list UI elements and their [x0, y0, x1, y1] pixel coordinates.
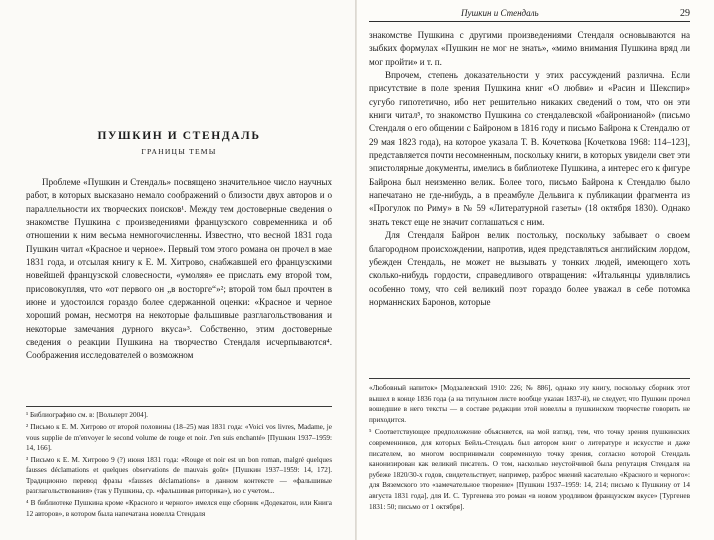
body-paragraph: знакомстве Пушкина с другими произведениями Стендаля основываются на зыбких формулах «Пушкин не мог не знать», «мимо внимания Пушкина вряд ли мог пройти» и т. п. — [369, 30, 690, 67]
footnote-continuation: «Любовный напиток» [Модзалевский 1910: 226; № 886], однако эту книгу, поскольку сборник этот вышел в конце 1836 года (а на титульном листе вообще указан 1837-й), не следует, что Пушкин прочел вошедшие в него тексты — в составе редакции этой новеллы в пушкинском творчестве говорить не приходится. — [369, 384, 690, 424]
running-header — [369, 0, 690, 22]
left-page — [0, 0, 356, 540]
footnote-1: ¹ Библиографию см. в: [Вольперт 2004]. — [26, 411, 148, 419]
right-footnotes — [369, 378, 690, 514]
footnote-5: ⁵ Соответствующее предположение объясняется, на мой взгляд, тем, что точку зрения пушкинских современников, для которых Бейль-Стендаль был автором книг о литературе и искусстве и даже писателем, во многом воспринимали современную точку зрения, согласно которой Стендаль канонизирован как великий писатель. О том, насколько неустойчивой была репутация Стендаля на рубеже 1820/30-х годов, свидетельствует, например, разброс мнений касательно «Красного и черного»: для Вяземского это «замечательное творение» [Пушкин 1937–1959: 14, 214; письмо к Пушкину от 14 августа 1831 года], для И. С. Тургенева это роман «в новом уродливом французском вкусе» [Тургенев 1831: 50; письмо от 1 октября]. — [369, 428, 690, 511]
chapter-subtitle: ГРАНИЦЫ ТЕМЫ — [141, 147, 217, 156]
footnote-2: ² Письмо к Е. М. Хитрово от второй половины (18–25) мая 1831 года: «Voici vos livres, Madame, je vous supplie de m'envoyer le second volume de rouge et noir. J'en suis enchanté» [Пушкин 1937–1959: 14, 166]. — [26, 423, 332, 452]
page-number: 29 — [680, 8, 690, 19]
footnote-3: ³ Письмо к Е. М. Хитрово 9 (?) июня 1831 года: «Rouge et noir est un bon roman, malgré quelques fausses déclamations et quelques observations de mauvais goût» [Пушкин 1937–1959: 14, 172]. Традиционно перевод фразы «fausses déclamations» в данном контексте — «фальшивые разглагольствования» (так у Пушкина, ср. «фальшивая риторика»), но с учетом... — [26, 456, 332, 496]
left-body-text — [26, 176, 332, 363]
right-page — [357, 0, 714, 540]
body-paragraph: Впрочем, степень доказательности у этих рассуждений различна. Если присутствие в поле зрения Пушкина книг «О любви» и «Расин и Шекспир» сугубо гипотетично, ибо нет решительно никаких сведений о том, что он эти книги читал⁵, то знакомство Пушкина со стендалевской «байронианой» (письмо Стендаля о его общении с Байроном в 1816 году и письмо Байрона к Стендалю от 29 мая 1823 года), на которое указала Т. В. Кочеткова [Кочеткова 1968: 114–123], представляется почти несомненным, поскольку книги, в которых увидели свет эти эпистолярные документы, имелись в библиотеке Пушкина, а интерес его к фигуре Байрона был неизменно велик. Более того, письмо Байрона к Стендалю было напечатано не где-нибудь, а в преамбуле Дельвига к публикации фрагмента из «Прогулок по Риму» в № 59 «Литературной газеты» (18 октября 1830). Однако знать текст еще не значит соглашаться с ним. — [369, 70, 690, 227]
right-body-text — [369, 29, 690, 309]
running-head-title: Пушкин и Стендаль — [461, 8, 539, 18]
body-paragraph: Для Стендаля Байрон велик постольку, поскольку забывает о своем благородном происхождении, напротив, идея представляться английским лордом, убежден Стендаль, не может не вызывать у тонких людей, имеющего хоть сколько-нибудь гордости, справедливого отвращения: «Итальянцы удивлялись особенно тому, что сей великий поэт гораздо более уважал в себе потомка норманнских Баронов, которые — [369, 230, 690, 307]
footnote-4: ⁴ В библиотеке Пушкина кроме «Красного и черного» имелся еще сборник «Додекатон, или Книга 12 авторов», в котором была напечатана новелла Стендаля — [26, 499, 332, 518]
left-footnotes — [26, 406, 332, 521]
body-paragraph: Проблеме «Пушкин и Стендаль» посвящено значительное число научных работ, в которых высказано немало соображений о близости двух авторов и о параллельности их творческих поисков¹. Между тем достоверные сведения о знакомстве Пушкина с произведениями французского современника и об отношении к ним весьма немногочисленны. Известно, что весной 1831 года Пушкин читал «Красное и черное». Первый том этого романа он прочел в мае 1831 года, и отсылая книгу к Е. М. Хитрово, снабжавшей его французскими новейшей французской словесности, «умоляя» ее прислать ему второй том, присовокупляя, что «от первого он „в восторге“»²; второй том был прочтен в июне и удостоился гораздо более сдержанной оценки: «Красное и черное хороший роман, несмотря на некоторые фальшивые разглагольствования и некоторые замечания дурного вкуса»³. Собственно, этим достоверные сведения о реакции Пушкина на творчество Стендаля исчерпываются⁴. Соображения исследователей о возможном — [26, 177, 332, 361]
chapter-title: ПУШКИН И СТЕНДАЛЬ — [97, 130, 261, 142]
